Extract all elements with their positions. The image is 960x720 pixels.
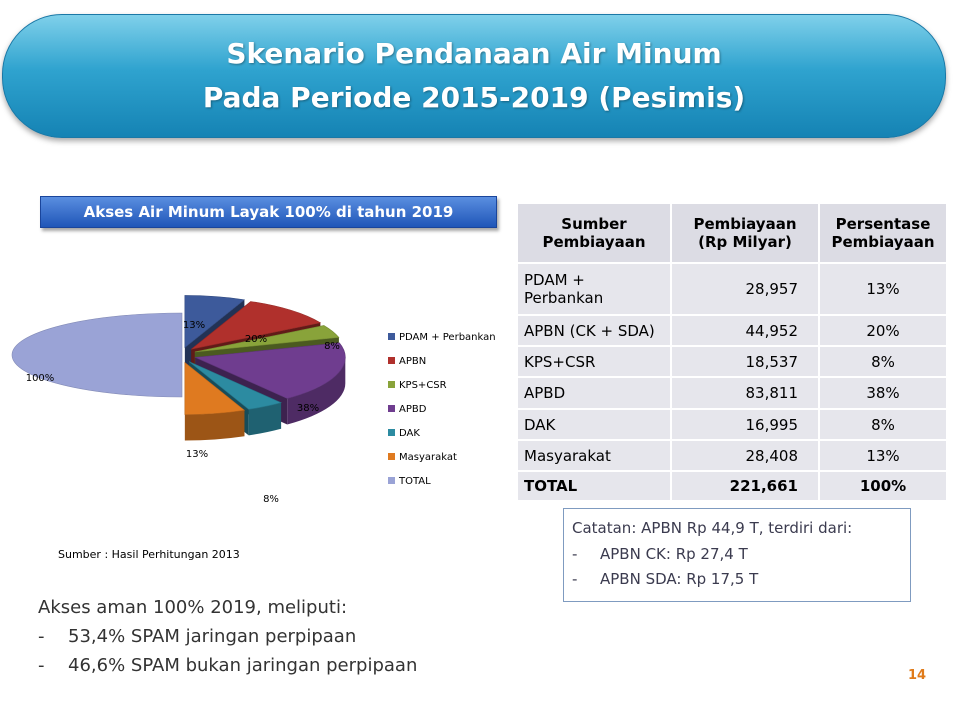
row-amount: 44,952 (671, 315, 819, 346)
legend-label: TOTAL (399, 476, 431, 487)
table-header-row (517, 203, 947, 263)
access-dash: - (38, 655, 45, 676)
legend-label: Masyarakat (399, 452, 457, 463)
row-source: KPS+CSR (517, 346, 671, 377)
legend-label: PDAM + Perbankan (399, 332, 496, 343)
page-number: 14 (908, 668, 927, 683)
row-amount: 28,957 (671, 263, 819, 315)
access-heading: Akses aman 100% 2019, meliputi: (38, 597, 348, 618)
legend-label: KPS+CSR (399, 380, 447, 391)
legend-label: APBN (399, 356, 427, 367)
legend-label: APBD (399, 404, 427, 415)
table-row (517, 377, 947, 409)
legend-swatch (388, 381, 395, 388)
data-label: 38% (296, 403, 320, 414)
row-percent: 13% (819, 263, 947, 315)
header-percent: Persentase Pembiayaan (819, 203, 947, 263)
table-row (517, 315, 947, 346)
note-dash: - (572, 545, 578, 563)
note-line-2 (572, 545, 748, 563)
legend-label: DAK (399, 428, 420, 439)
row-source: APBD (517, 377, 671, 409)
slide-title-line-2: Pada Periode 2015-2019 (Pesimis) (202, 81, 746, 114)
legend-swatch (388, 429, 395, 436)
data-label: 8% (324, 341, 340, 352)
row-amount: 83,811 (671, 377, 819, 409)
note-dash: - (572, 570, 578, 588)
legend-swatch (388, 405, 395, 412)
access-item-text: 46,6% SPAM bukan jaringan perpipaan (68, 655, 418, 676)
access-item (38, 655, 417, 676)
note-line-3-text: APBN SDA: Rp 17,5 T (600, 570, 759, 588)
legend-swatch (388, 453, 395, 460)
pie-chart (0, 290, 510, 520)
funding-table (516, 202, 948, 502)
row-amount: 16,995 (671, 409, 819, 440)
row-source: DAK (517, 409, 671, 440)
table-row (517, 263, 947, 315)
access-dash: - (38, 626, 45, 647)
legend-swatch (388, 357, 395, 364)
chart-subtitle-banner: Akses Air Minum Layak 100% di tahun 2019 (40, 196, 497, 228)
table-row (517, 440, 947, 471)
source-note: Sumber : Hasil Perhitungan 2013 (58, 548, 240, 561)
note-box (563, 508, 911, 602)
access-item (38, 626, 356, 647)
total-source: TOTAL (517, 471, 671, 501)
row-percent: 20% (819, 315, 947, 346)
data-label: 8% (263, 494, 279, 505)
header-amount: Pembiayaan (Rp Milyar) (671, 203, 819, 263)
legend-swatch (388, 477, 395, 484)
pie-slice-total (12, 313, 182, 423)
note-line-1: Catatan: APBN Rp 44,9 T, terdiri dari: (572, 519, 853, 537)
data-label: 20% (244, 334, 268, 345)
note-line-2-text: APBN CK: Rp 27,4 T (600, 545, 748, 563)
row-source: APBN (CK + SDA) (517, 315, 671, 346)
row-amount: 18,537 (671, 346, 819, 377)
total-percent: 100% (819, 471, 947, 501)
row-percent: 8% (819, 409, 947, 440)
row-percent: 38% (819, 377, 947, 409)
row-source: PDAM + Perbankan (517, 263, 671, 315)
header-source: Sumber Pembiayaan (517, 203, 671, 263)
slide-title-line-1: Skenario Pendanaan Air Minum (226, 37, 722, 70)
row-percent: 8% (819, 346, 947, 377)
access-item-text: 53,4% SPAM jaringan perpipaan (68, 626, 357, 647)
note-line-3 (572, 570, 758, 588)
data-label: 100% (25, 373, 55, 384)
table-row (517, 346, 947, 377)
row-source: Masyarakat (517, 440, 671, 471)
title-banner (2, 14, 946, 138)
row-amount: 28,408 (671, 440, 819, 471)
table-row (517, 409, 947, 440)
data-label: 13% (185, 449, 209, 460)
table-total-row (517, 471, 947, 501)
total-amount: 221,661 (671, 471, 819, 501)
data-label: 13% (182, 320, 206, 331)
row-percent: 13% (819, 440, 947, 471)
legend-swatch (388, 333, 395, 340)
